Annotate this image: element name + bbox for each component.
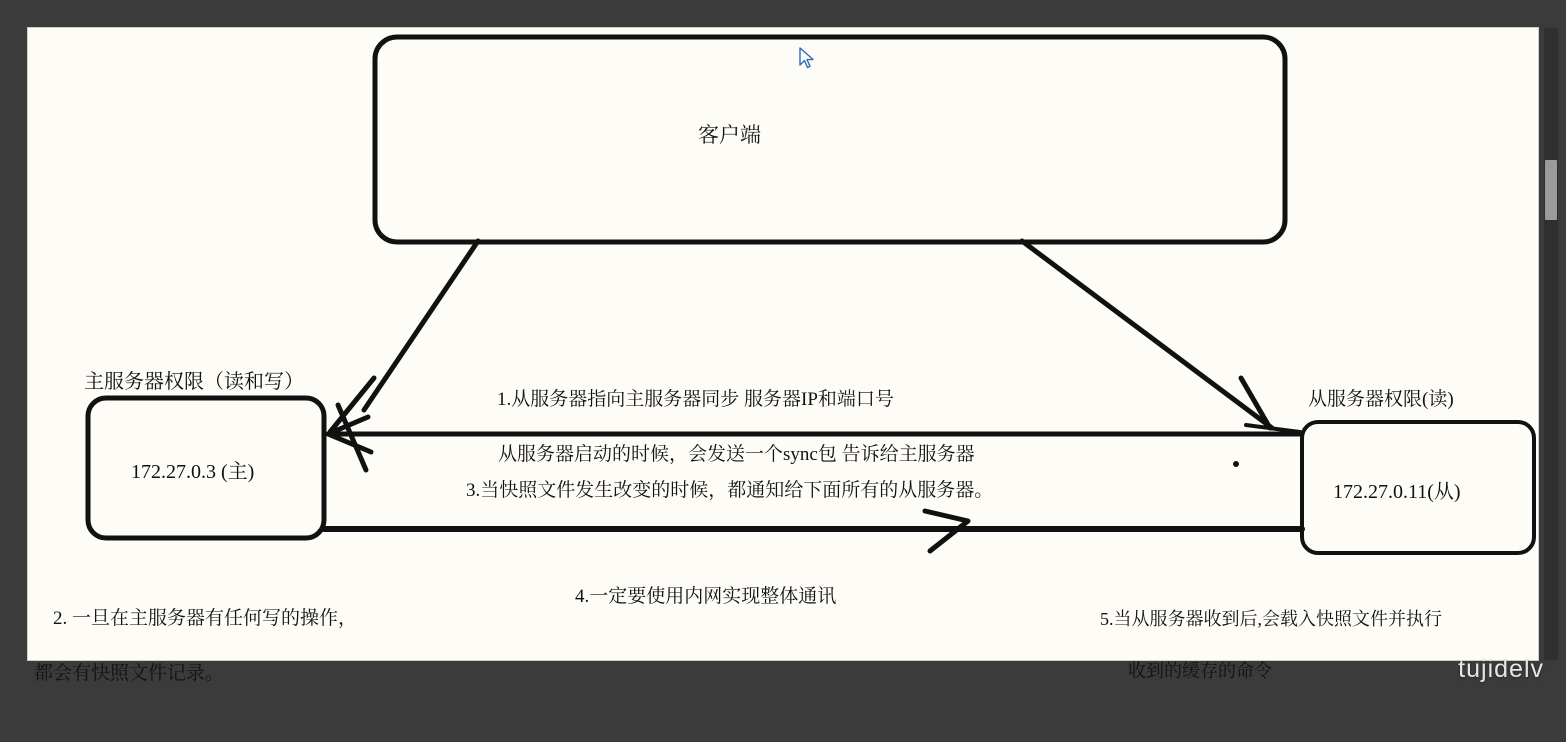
mouse-cursor-icon bbox=[799, 47, 815, 71]
annotation-step-1-line-1: 1.从服务器指向主服务器同步 服务器IP和端口号 bbox=[497, 388, 894, 410]
vertical-scrollbar-thumb[interactable] bbox=[1545, 160, 1557, 220]
annotation-step-2-line-1: 2. 一旦在主服务器有任何写的操作， bbox=[53, 607, 358, 629]
whiteboard-page bbox=[28, 28, 1538, 660]
slave-node-ip: 172.27.0.11(从) bbox=[1333, 481, 1461, 503]
annotation-step-3: 3.当快照文件发生改变的时候，都通知给下面所有的从服务器。 bbox=[466, 480, 994, 501]
master-node-title: 主服务器权限（读和写） bbox=[84, 371, 304, 393]
master-node-ip: 172.27.0.3 (主) bbox=[131, 461, 255, 483]
annotation-step-2 bbox=[34, 577, 357, 742]
annotation-step-2-line-2: 都会有快照文件记录。 bbox=[34, 662, 225, 684]
slave-node-title: 从服务器权限(读) bbox=[1308, 389, 1454, 410]
annotation-step-5-line-1: 5.当从服务器收到后,会载入快照文件并执行 bbox=[1100, 609, 1442, 630]
annotation-step-1-line-2: 从服务器启动的时候，会发送一个sync包 告诉给主服务器 bbox=[498, 443, 975, 465]
annotation-step-5-line-2: 收到的缓存的命令 bbox=[1128, 661, 1272, 682]
vertical-scrollbar-track[interactable] bbox=[1544, 28, 1558, 660]
annotation-step-5 bbox=[1082, 580, 1442, 737]
client-node-label: 客户端 bbox=[698, 123, 761, 147]
watermark-text: tujidelv bbox=[1458, 655, 1544, 683]
annotation-step-4: 4.一定要使用内网实现整体通讯 bbox=[575, 586, 837, 607]
